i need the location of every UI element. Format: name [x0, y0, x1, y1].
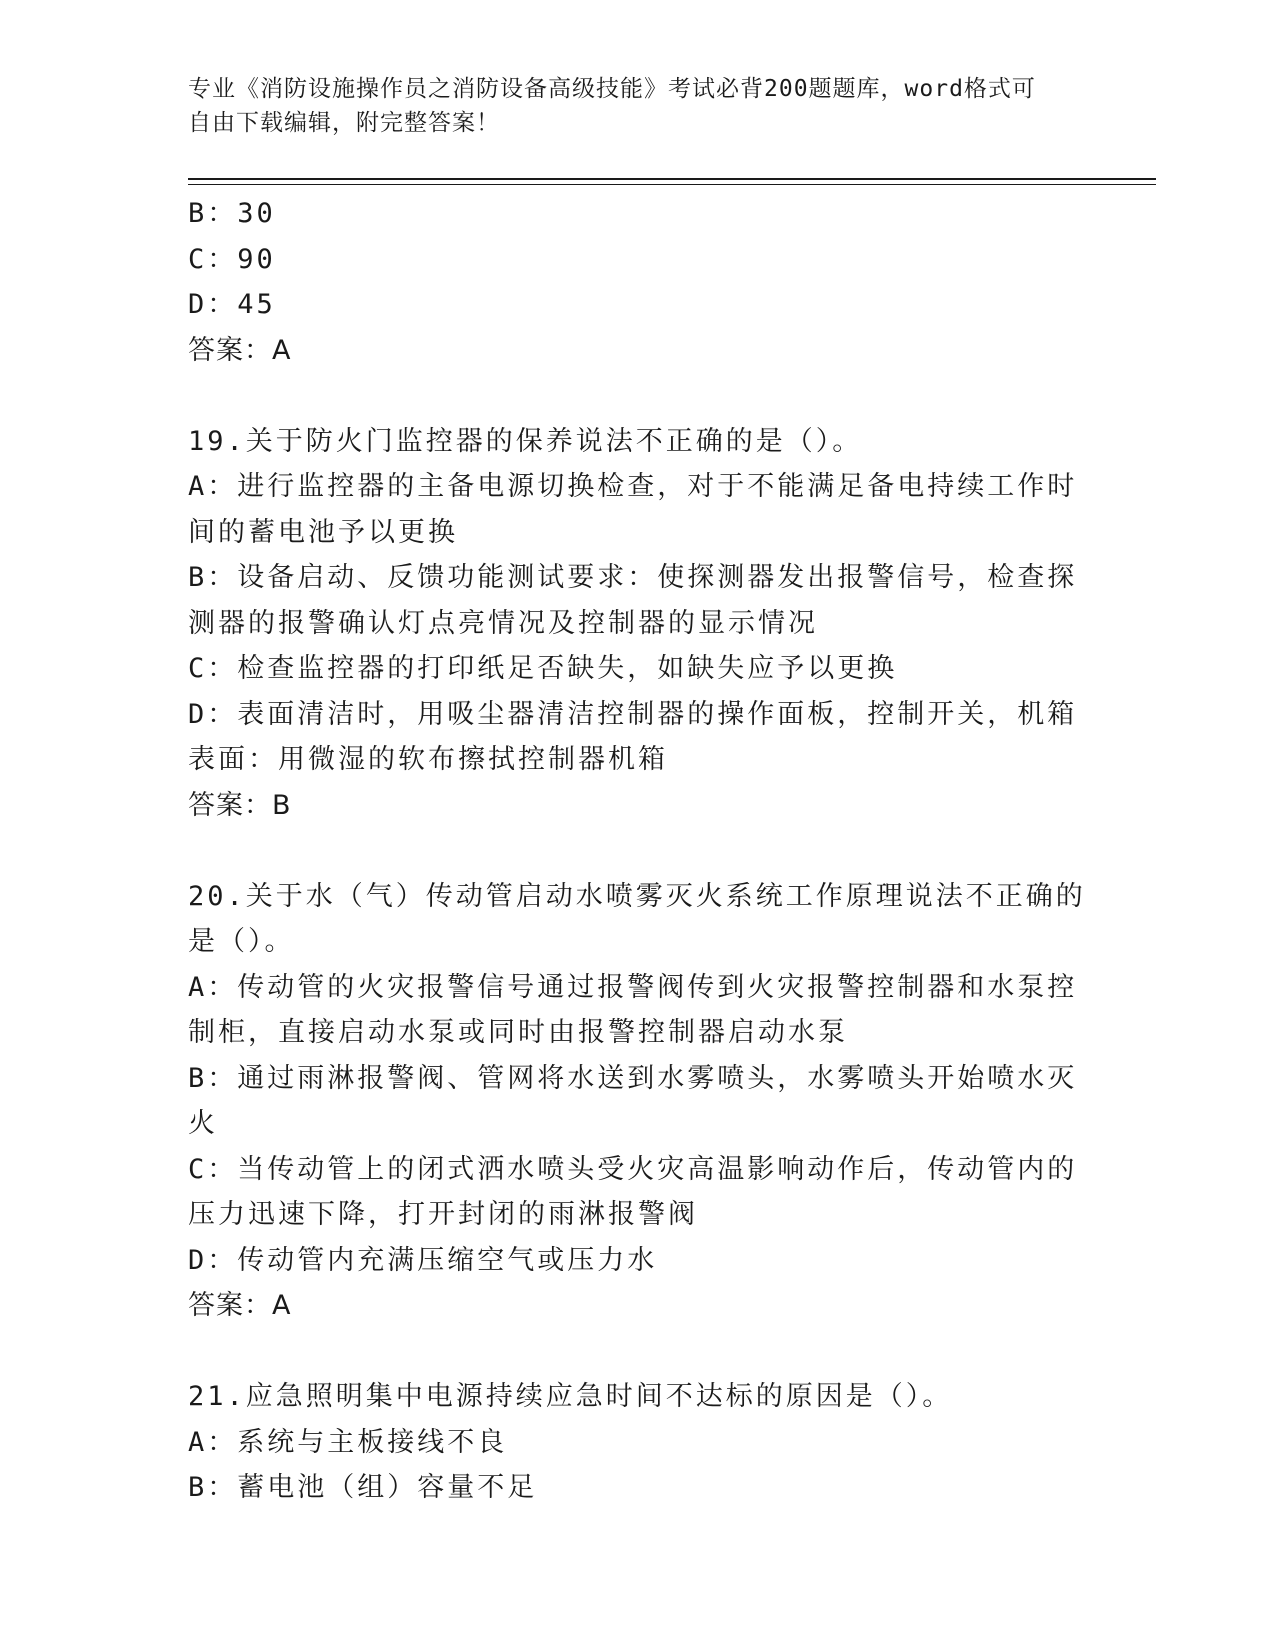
option-b: B：30 — [188, 198, 276, 229]
header-title-line-1: 专业《消防设施操作员之消防设备高级技能》考试必背200题题库，word格式可 — [188, 76, 1036, 102]
question-block-previous — [188, 191, 1088, 373]
question-text: 19.关于防火门监控器的保养说法不正确的是（）。 — [188, 425, 863, 457]
question-block-19 — [188, 419, 1088, 829]
option-b: B：设备启动、反馈功能测试要求：使探测器发出报警信号，检查探测器的报警确认灯点亮情况及控制器的显示情况 — [188, 562, 1078, 639]
option-a: A：进行监控器的主备电源切换检查，对于不能满足备电持续工作时间的蓄电池予以更换 — [188, 471, 1078, 548]
question-text: 20.关于水（气）传动管启动水喷雾灭火系统工作原理说法不正确的是（）。 — [188, 880, 1086, 957]
option-d: D：表面清洁时，用吸尘器清洁控制器的操作面板，控制开关，机箱表面：用微湿的软布擦拭控制器机箱 — [188, 698, 1078, 775]
option-c: C：当传动管上的闭式洒水喷头受火灾高温影响动作后，传动管内的压力迅速下降，打开封闭的雨淋报警阀 — [188, 1153, 1078, 1230]
answer-line: 答案：B — [188, 789, 292, 821]
spacer — [188, 373, 1088, 419]
option-d: D：45 — [188, 289, 276, 320]
option-b: B：蓄电池（组）容量不足 — [188, 1472, 538, 1503]
question-text: 21.应急照明集中电源持续应急时间不达标的原因是（）。 — [188, 1381, 953, 1412]
option-b: B：通过雨淋报警阀、管网将水送到水雾喷头，水雾喷头开始喷水灭火 — [188, 1062, 1078, 1139]
question-content — [188, 191, 1088, 1511]
option-c: C：90 — [188, 243, 276, 275]
option-d: D：传动管内充满压缩空气或压力水 — [188, 1244, 658, 1276]
header-divider-thin — [188, 184, 1156, 185]
question-block-20 — [188, 874, 1088, 1329]
spacer — [188, 1329, 1088, 1375]
option-a: A：传动管的火灾报警信号通过报警阀传到火灾报警控制器和水泵控制柜，直接启动水泵或同时由报警控制器启动水泵 — [188, 971, 1078, 1048]
spacer — [188, 828, 1088, 874]
header-divider-thick — [188, 178, 1156, 180]
option-c: C：检查监控器的打印纸足否缺失，如缺失应予以更换 — [188, 653, 898, 684]
question-block-21 — [188, 1374, 1088, 1511]
option-a: A：系统与主板接线不良 — [188, 1426, 508, 1458]
header-title-line-2: 自由下载编辑，附完整答案！ — [188, 110, 500, 136]
answer-line: 答案：A — [188, 334, 292, 366]
page-header — [188, 72, 1068, 140]
answer-line: 答案：A — [188, 1290, 292, 1321]
